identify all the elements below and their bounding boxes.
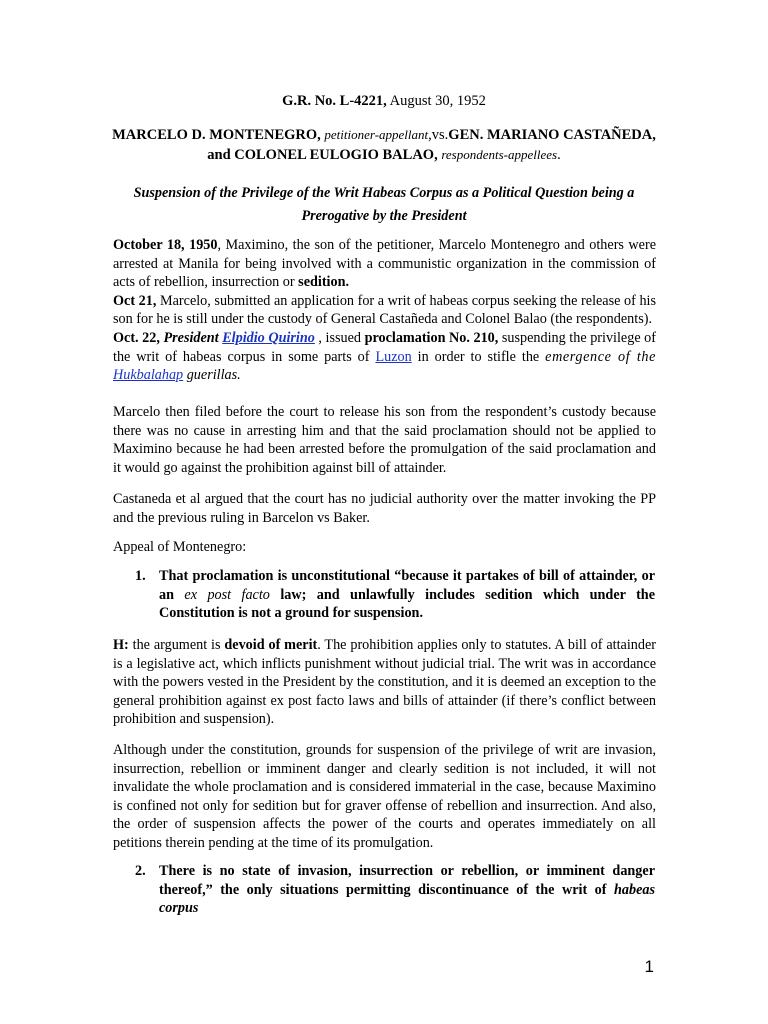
although-text: Although under the constitution, grounds for suspension of the privilege of writ are invasion, insurrection, rebellion or imminent danger and clearly sedition is not included, it will not invalidate the whole proclamation and is considered immaterial in the case, because Maximino is confined not only for sedition but for graver offense of rebellion and insurrection. And also, the order of suspension affects the power of the courts and operates immediately on all petitions therein pending at the time of its promulgation. [113,742,656,851]
subject-line-2: Prerogative by the President [301,208,467,224]
fact-text-2: Marcelo, submitted an application for a writ of habeas corpus seeking the release of his son for he is still under the custody of General Castañeda and Colonel Balao (the respondents). [113,292,656,328]
item-1-part-c: law; and unlawfully includes sedition which under the Constitution is not a ground for suspension. [159,586,655,622]
subject-line-1: Suspension of the Privilege of the Writ Habeas Corpus as a Political Question being a [133,185,635,201]
fact-sedition: sedition. [298,274,350,291]
hukbalahap-link[interactable]: Hukbalahap [113,367,184,384]
versus-text: ,vs. [428,127,449,143]
elpidio-quirino-link[interactable]: Elpidio Quirino [222,329,315,346]
case-number: G.R. No. L-4221, [282,93,387,109]
item-2-part-a: There is no state of invasion, insurrection or rebellion, or imminent danger thereof,” the only situations permitting discontinuance of the writ of [159,863,655,898]
respondent-name-1: GEN. MARIANO CASTAÑEDA, [448,127,656,143]
case-title [0,92,768,111]
fact-issued: , issued [314,329,365,346]
appeal-item-1 [135,567,655,623]
item-2-habeas: habeas corpus [159,881,655,917]
fact-text-3b: in order to stifle the [411,348,546,365]
item-2-number: 2. [135,863,146,879]
castaneda-text: Castaneda et al argued that the court has no judicial authority over the matter invoking the PP and the previous ruling in Barcelon vs Baker. [113,491,656,526]
fact-date-1: October 18, 1950 [113,237,218,253]
fact-text-3: suspending the privilege of the writ of habeas corpus in some parts of [113,329,656,365]
respondent-name-2: and COLONEL EULOGIO BALAO, [207,147,438,163]
item-1-part-a: That proclamation is unconstitutional “because it partakes of bill of attainder, or an [159,568,655,603]
fact-guerillas: guerillas. [183,367,241,384]
facts-section [113,236,656,385]
item-1-expostfacto: ex post facto [184,586,270,603]
appeal-heading [113,538,656,557]
luzon-link[interactable]: Luzon [375,348,412,365]
case-parties [100,125,668,165]
appeal-item-2 [135,862,655,918]
held-paragraph [113,636,656,729]
case-date: August 30, 1952 [389,93,486,109]
item-1-text [159,567,655,623]
castaneda-paragraph [113,490,656,527]
appeal-heading-text: Appeal of Montenegro: [113,539,247,555]
item-1-number: 1. [135,568,146,584]
held-part-a: the argument is [128,637,225,653]
although-paragraph [113,741,656,853]
held-devoid: devoid of merit [224,637,318,653]
fact-paragraph-3 [113,329,656,385]
petitioner-role: petitioner-appellant [324,127,429,142]
marcelo-paragraph [113,403,656,477]
fact-paragraph-2 [113,292,656,329]
parties-period: . [557,147,561,163]
held-text [113,636,656,729]
page-number: 1 [644,957,654,976]
held-part-b: . The prohibition applies only to statutes. A bill of attainder is a legislative act, which inflicts punishment without judicial trial. The writ was in accordance with the powers vested in the President by the constitution, and it is deemed an exception to the general prohibition against ex post facto laws and bills of attainder (if there’s conflict between prohibition and suspension). [113,637,656,728]
fact-paragraph-1 [113,236,656,292]
fact-date-2: Oct 21, [113,292,157,309]
fact-president: President [163,329,219,346]
fact-date-3: Oct. 22, [113,329,160,346]
fact-emergence: emergence of the [545,348,656,365]
case-subject [100,182,668,228]
fact-text-1: , Maximino, the son of the petitioner, Marcelo Montenegro and others were arrested at Manila for being involved with a communistic organization in the commission of acts of rebellion, insurrection or [113,237,656,291]
proclamation-number: proclamation No. 210, [364,329,499,346]
marcelo-text: Marcelo then filed before the court to release his son from the respondent’s custody because there was no cause in arresting him and that the said proclamation should not be applied to Maximino because he had been arrested before the promulgation of the said proclamation and it would go against the prohibition against bill of attainder. [113,404,656,476]
held-label: H: [113,637,129,653]
item-2-text [159,862,655,918]
respondent-role: respondents-appellees [441,147,558,162]
petitioner-name: MARCELO D. MONTENEGRO, [112,127,321,143]
